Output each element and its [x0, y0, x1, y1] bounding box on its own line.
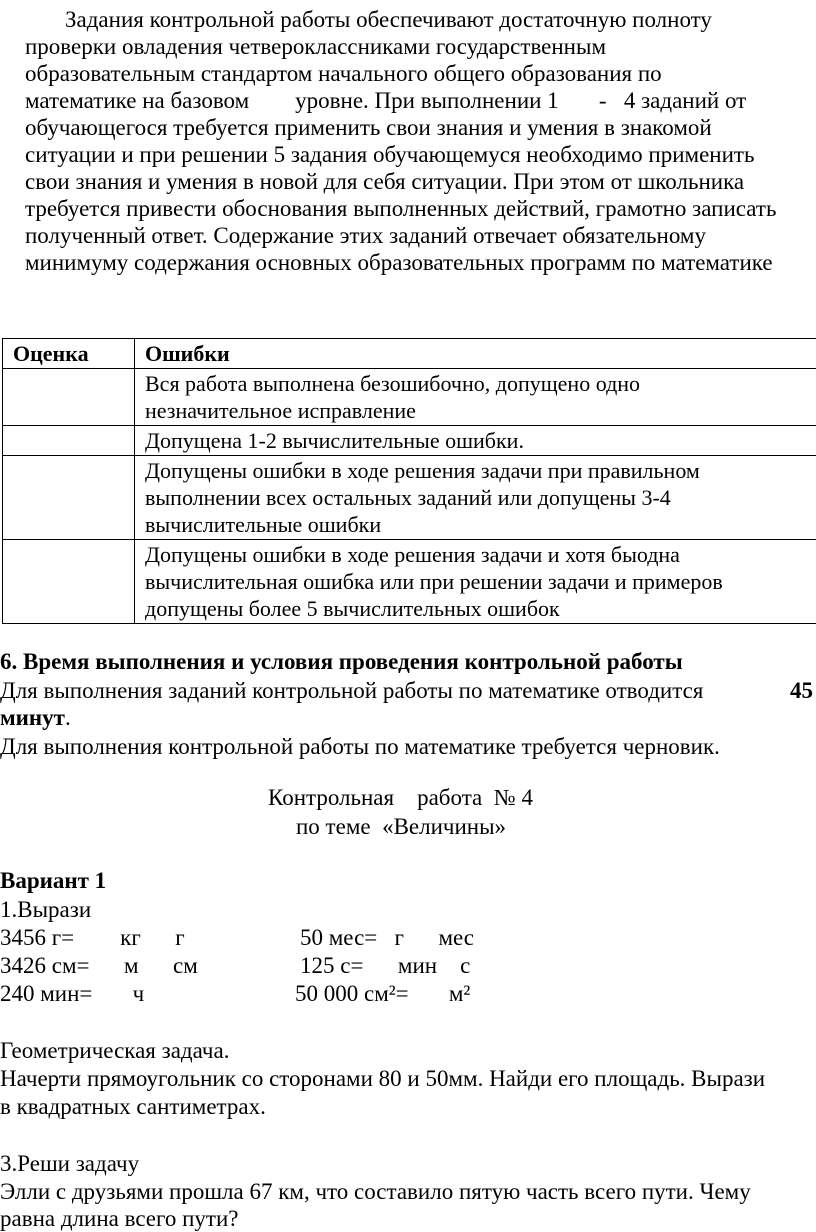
- errors-text-line: вычислительная ошибка или при решении задачи и примеров: [145, 568, 816, 595]
- errors-text-line: Вся работа выполнена безошибочно, допущено одно: [145, 370, 816, 397]
- intro-line: полученный ответ. Содержание этих заданий отвечает обязательному: [25, 222, 706, 249]
- errors-cell: [135, 426, 816, 456]
- errors-text-line: допущены более 5 вычислительных ошибок: [145, 595, 816, 622]
- intro-line: образовательным стандартом начального общего образования по: [25, 60, 662, 87]
- time-end: .: [65, 705, 71, 730]
- time-unit-line: [0, 704, 71, 731]
- section-heading: 6. Время выполнения и условия проведения контрольной работы: [0, 648, 683, 675]
- task1-label: 1.Вырази: [0, 896, 91, 923]
- errors-cell: [135, 369, 816, 426]
- geometry-label: Геометрическая задача.: [0, 1037, 229, 1064]
- table-header-row: [3, 339, 816, 369]
- errors-cell: [135, 540, 816, 624]
- conversion-left: 3456 г= кг г: [0, 924, 185, 951]
- intro-line: требуется привести обоснования выполненных действий, грамотно записать: [25, 195, 776, 222]
- conversion-right: 125 с= мин с: [300, 952, 470, 979]
- conversion-left: 3426 см= м см: [0, 952, 198, 979]
- table-row: [3, 540, 816, 624]
- test-subtitle: по теме «Величины»: [296, 813, 506, 840]
- intro-line: проверки овладения четвероклассниками государственным: [25, 33, 606, 60]
- table-row: [3, 369, 816, 426]
- intro-line: обучающегося требуется применить свои знания и умения в знакомой: [25, 114, 712, 141]
- grade-column-header: Оценка: [3, 339, 135, 369]
- variant-heading: Вариант 1: [0, 867, 106, 894]
- conversion-left: 240 мин= ч: [0, 980, 144, 1007]
- task3-label: 3.Реши задачу: [0, 1150, 139, 1177]
- errors-text-line: Допущена 1-2 вычислительные ошибки.: [145, 427, 816, 454]
- intro-line: минимуму содержания основных образовательных программ по математике: [25, 249, 773, 276]
- intro-line: свои знания и умения в новой для себя ситуации. При этом от школьника: [25, 168, 744, 195]
- errors-column-header: Ошибки: [135, 339, 816, 369]
- grade-cell: [3, 369, 135, 426]
- time-value: 45: [790, 677, 813, 704]
- intro-line: математике на базовом уровне. При выполнении 1 - 4 заданий от: [25, 87, 746, 114]
- time-unit: минут: [0, 705, 65, 730]
- table-row: [3, 426, 816, 456]
- conversion-right: 50 мес= г мес: [300, 924, 474, 951]
- geometry-text-line: Начерти прямоугольник со сторонами 80 и 50мм. Найди его площадь. Вырази: [0, 1065, 765, 1092]
- conversion-right: 50 000 см²= м²: [295, 980, 470, 1007]
- errors-text-line: Допущены ошибки в ходе решения задачи и хотя быодна: [145, 541, 816, 568]
- grade-cell: [3, 540, 135, 624]
- test-title: Контрольная работа № 4: [268, 784, 533, 811]
- intro-line: ситуации и при решении 5 задания обучающемуся необходимо применить: [25, 141, 754, 168]
- errors-text-line: незначительное исправление: [145, 397, 816, 424]
- geometry-text-line: в квадратных сантиметрах.: [0, 1093, 266, 1120]
- errors-cell: [135, 456, 816, 540]
- errors-text-line: Допущены ошибки в ходе решения задачи при правильном: [145, 457, 816, 484]
- grading-table: [2, 338, 816, 624]
- errors-text-line: выполнении всех остальных заданий или допущены 3-4: [145, 484, 816, 511]
- grade-cell: [3, 426, 135, 456]
- errors-text-line: вычислительные ошибки: [145, 511, 816, 538]
- task3-text-line: Элли с друзьями прошла 67 км, что составило пятую часть всего пути. Чему: [0, 1178, 751, 1205]
- table-row: [3, 456, 816, 540]
- task3-text-line: равна длина всего пути?: [0, 1205, 239, 1232]
- grade-cell: [3, 456, 135, 540]
- intro-line: Задания контрольной работы обеспечивают достаточную полноту: [65, 6, 712, 33]
- draft-text: Для выполнения контрольной работы по математике требуется черновик.: [0, 733, 720, 760]
- time-text: Для выполнения заданий контрольной работы по математике отводится: [0, 677, 703, 704]
